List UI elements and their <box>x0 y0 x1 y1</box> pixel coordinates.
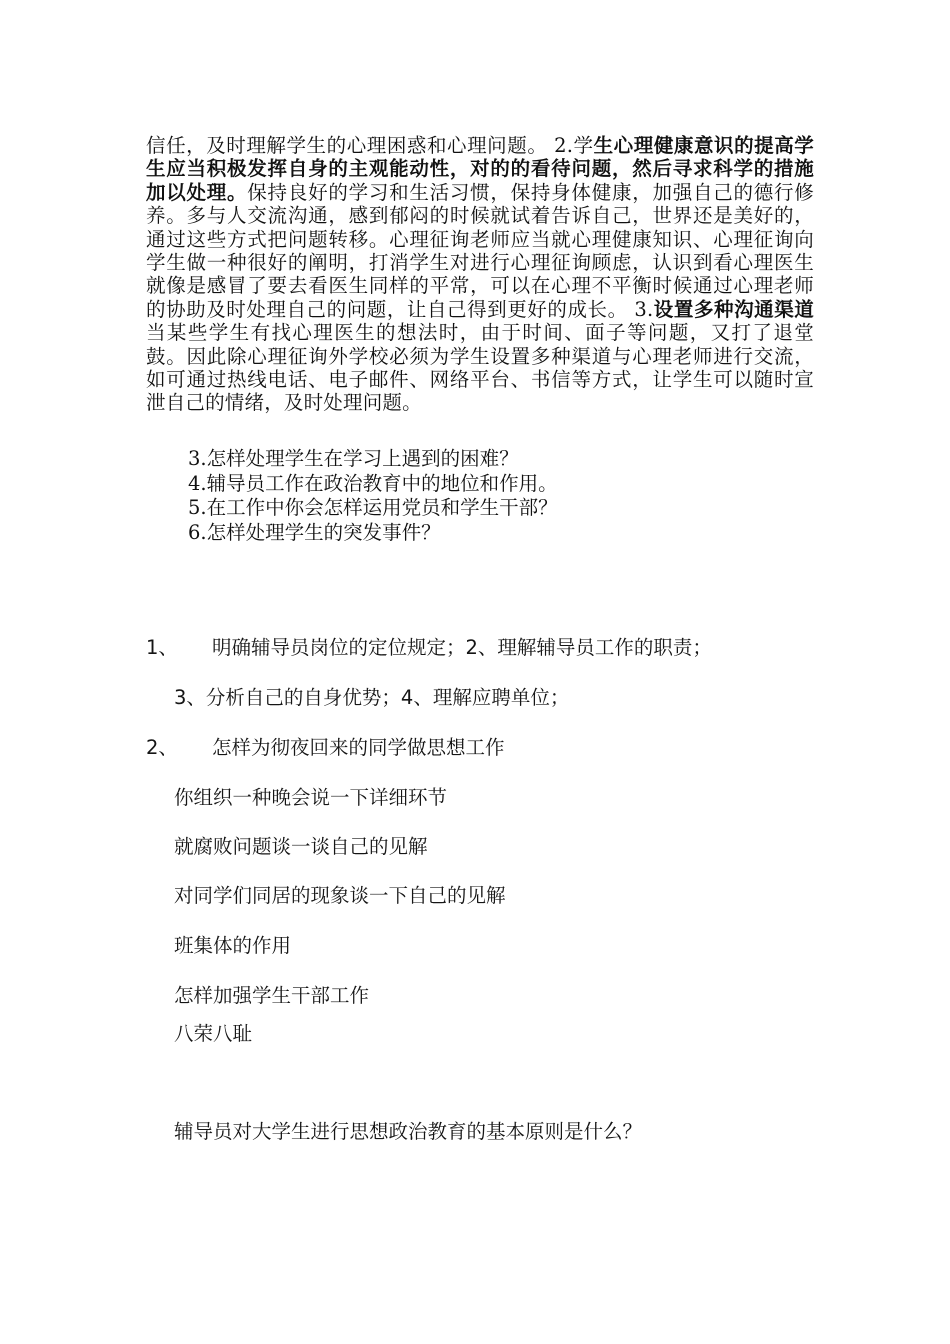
list-text: 怎样为彻夜回来的同学做思想工作 <box>212 736 505 759</box>
question-item: 3.怎样处理学生在学习上遇到的困难？ <box>188 447 519 470</box>
list-number: 2、 <box>146 736 178 759</box>
topic-line: 你组织一种晚会说一下详细环节 <box>174 786 448 809</box>
paragraph-bold-2: 设置多种沟通渠道 <box>653 297 814 321</box>
topic-line: 辅导员对大学生进行思想政治教育的基本原则是什么？ <box>174 1120 643 1143</box>
paragraph-text-3: 当某些学生有找心理医生的想法时，由于时间、面子等问题，又打了退堂鼓。因此除心理征询外学校必须为学生设置多种渠道与心理老师进行交流，如可通过热线电话、电子邮件、网络平台、书信等方式，让学生可以随时宣泄自己的情绪，及时处理问题。 <box>146 321 814 415</box>
list-item-1-continuation: 3、分析自己的自身优势；4、理解应聘单位； <box>174 686 570 709</box>
topic-line: 对同学们同居的现象谈一下自己的见解 <box>174 884 506 907</box>
question-item: 6.怎样处理学生的突发事件？ <box>188 520 441 544</box>
paragraph-text-2: 保持良好的学习和生活习惯，保持身体健康，加强自己的德行修养。多与人交流沟通，感到郁闷的时候就试着告诉自己，世界还是美好的，通过这些方式把问题转移。心理征询老师应当就心理健康知识、心理征询向学生做一种很好的阐明，打消学生对进行心理征询顾虑，认识到看心理医生就像是感冒了要去看医生同样的平常，可以在心理不平衡时候通过心理老师的协助及时处理自己的问题，让自己得到更好的成长。 3. <box>146 180 814 321</box>
topic-line: 怎样加强学生干部工作 <box>174 984 370 1007</box>
topic-line: 八荣八耻 <box>174 1022 253 1045</box>
list-item-1 <box>146 635 712 661</box>
list-item-2 <box>146 735 505 761</box>
question-item: 4.辅导员工作在政治教育中的地位和作用。 <box>188 471 558 495</box>
answer-paragraph <box>146 134 814 415</box>
question-item: 5.在工作中你会怎样运用党员和学生干部？ <box>188 496 558 519</box>
paragraph-text-1: 信任，及时理解学生的心理困惑和心理问题。 2.学 <box>146 134 594 157</box>
paragraph-bold-1: 生心理健康意识的提高学生应当积极发挥自身的主观能动性，对的的看待问题，然后寻求科学的措施加以处理。 <box>146 134 815 204</box>
list-text: 明确辅导员岗位的定位规定；2、理解辅导员工作的职责； <box>212 636 712 659</box>
topic-line: 班集体的作用 <box>174 934 292 957</box>
question-list <box>188 447 558 545</box>
topic-line: 就腐败问题谈一谈自己的见解 <box>174 835 428 858</box>
list-number: 1、 <box>146 636 178 659</box>
